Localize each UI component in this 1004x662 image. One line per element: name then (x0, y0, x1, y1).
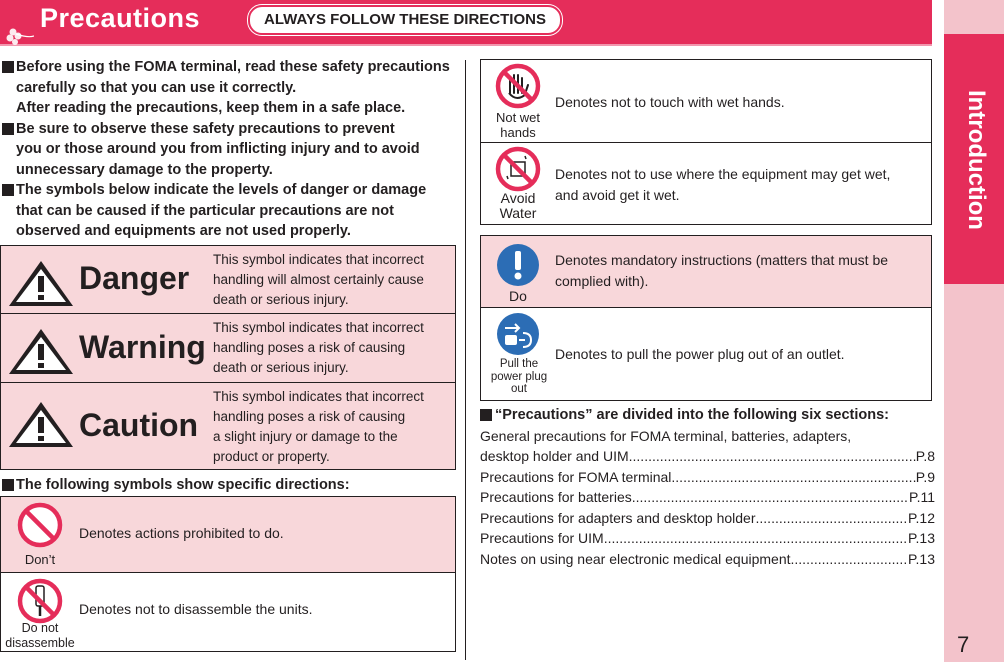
direction-row-prohibited (1, 497, 455, 572)
direction-text-line: Denotes not to use where the equipment may get wet, (555, 166, 891, 182)
section-tab-label: Introduction (963, 90, 990, 230)
intro-paragraph (0, 119, 456, 181)
caption-line: out (511, 383, 527, 395)
sections-heading-text: “Precautions” are divided into the following six sections: (495, 407, 889, 423)
intro-line: unnecessary damage to the property. (16, 161, 273, 178)
intro-line: you or those around you from inflicting injury and to avoid (16, 141, 420, 157)
direction-row-wet-hands (481, 60, 931, 142)
level-row-warning (1, 313, 455, 382)
header-divider (0, 44, 932, 46)
direction-text: Denotes not to touch with wet hands. (555, 94, 785, 110)
toc-label: Notes on using near electronic medical equipment (480, 550, 791, 567)
caption-line: power plug (490, 370, 548, 383)
directions-right-box-1 (480, 59, 932, 225)
intro-line: After reading the precautions, keep them in a safe place. (16, 100, 406, 116)
toc-label: Precautions for UIM (480, 530, 604, 546)
toc-page: P.12 (908, 509, 935, 526)
direction-text: Denotes to pull the power plug out of an outlet. (555, 346, 845, 362)
level-word-caution: Caution (79, 407, 199, 443)
intro-line: The symbols below indicate the levels of danger or damage (16, 182, 427, 198)
bullet-square-icon (2, 123, 14, 135)
toc-entry[interactable] (480, 508, 935, 529)
caption-line: Avoid (500, 190, 536, 206)
direction-row-mandatory (481, 236, 931, 307)
direction-caption (485, 289, 551, 304)
flower-icon (4, 24, 34, 46)
level-desc-line: death or serious injury. (213, 292, 349, 307)
toc-leader (756, 508, 908, 529)
level-desc-line: This symbol indicates that incorrect (213, 389, 424, 404)
caption-line: Don’t (24, 552, 56, 567)
level-desc-line: product or property. (213, 449, 330, 464)
page-title: Precautions (40, 3, 201, 33)
toc-page: P.8 (915, 448, 935, 464)
intro-paragraph (0, 180, 456, 242)
toc-leader (629, 446, 916, 467)
level-desc (213, 250, 453, 310)
intro-paragraph (0, 57, 456, 119)
direction-text: Denotes not to disassemble the units. (79, 601, 313, 617)
direction-caption (485, 110, 551, 140)
direction-caption (7, 552, 73, 567)
caption-line: Do (509, 288, 527, 304)
direction-text-line: complied with). (555, 273, 649, 289)
intro-block (0, 57, 456, 242)
toc-leader (791, 549, 908, 570)
sections-heading (480, 404, 935, 426)
caption-line: disassemble (5, 636, 75, 650)
toc-page: P.9 (915, 468, 935, 485)
level-word-danger: Danger (79, 260, 190, 296)
direction-text (555, 164, 890, 206)
caption-line: hands (500, 125, 536, 140)
toc-entry[interactable] (480, 528, 935, 549)
toc-entry[interactable] (480, 446, 935, 467)
caption-line: Water (499, 205, 537, 221)
level-row-danger (1, 246, 455, 313)
level-desc-line: handling poses a risk of causing (213, 340, 406, 355)
toc-page: P.13 (908, 550, 935, 567)
warning-triangle-icon (7, 258, 75, 308)
level-row-caution (1, 382, 455, 470)
sections-list (480, 404, 935, 569)
level-desc (213, 318, 453, 378)
caption-line: Pull the (499, 358, 539, 370)
bullet-square-icon (2, 184, 14, 196)
directions-heading-text: The following symbols show specific directions: (16, 477, 350, 493)
toc-entry[interactable] (480, 549, 935, 570)
column-divider (465, 60, 466, 660)
direction-row-pull-plug (481, 307, 931, 401)
sections-intro-line: General precautions for FOMA terminal, batteries, adapters, (480, 428, 852, 444)
warning-triangle-icon (7, 399, 75, 449)
level-desc-line: death or serious injury. (213, 360, 349, 375)
bullet-square-icon (2, 61, 14, 73)
intro-line: Before using the FOMA terminal, read these safety precautions (16, 59, 450, 75)
level-desc-line: This symbol indicates that incorrect (213, 320, 424, 335)
intro-line: that can be caused if the particular precautions are not (16, 202, 394, 219)
intro-line: carefully so that you can use it correctly. (16, 79, 297, 96)
direction-row-avoid-water (481, 142, 931, 225)
intro-line: Be sure to observe these safety precautions to prevent (16, 120, 395, 137)
toc-label: desktop holder and UIM (480, 448, 629, 464)
direction-text-line: Denotes mandatory instructions (matters that must be (555, 252, 889, 268)
toc-page: P.11 (909, 489, 935, 505)
bullet-square-icon (480, 409, 492, 421)
caption-line: Not wet (495, 110, 541, 125)
direction-row-disassemble (1, 572, 455, 652)
level-word-warning: Warning (79, 329, 206, 365)
mandatory-icon (495, 242, 541, 288)
toc-leader (671, 467, 915, 488)
level-desc-line: This symbol indicates that incorrect (213, 252, 424, 267)
direction-caption (5, 621, 75, 651)
toc-label: Precautions for batteries (480, 489, 632, 505)
page-number: 7 (957, 632, 970, 657)
direction-text: Denotes actions prohibited to do. (79, 525, 284, 541)
toc-page: P.13 (908, 530, 935, 546)
directions-left-box (0, 496, 456, 652)
directions-right-box-2 (480, 235, 932, 401)
direction-caption (487, 358, 551, 396)
toc-entry[interactable] (480, 487, 935, 508)
avoid-water-icon (495, 146, 541, 192)
level-desc-line: handling will almost certainly cause (213, 272, 424, 287)
directions-badge: ALWAYS FOLLOW THESE DIRECTIONS (248, 5, 562, 35)
do-not-disassemble-icon (17, 578, 63, 624)
prohibited-icon (17, 502, 63, 548)
toc-label: Precautions for adapters and desktop holder (480, 509, 756, 526)
section-tab-text-holder (950, 90, 998, 230)
caption-line: Do not (21, 621, 59, 635)
toc-entry[interactable] (480, 467, 935, 488)
level-desc (213, 387, 453, 467)
toc-leader (604, 528, 908, 549)
pull-plug-icon (495, 311, 541, 357)
directions-heading (0, 475, 472, 496)
level-desc-line: handling poses a risk of causing (213, 409, 406, 424)
warning-triangle-icon (7, 326, 75, 376)
bullet-square-icon (2, 479, 14, 491)
direction-caption (485, 191, 551, 221)
toc-label: Precautions for FOMA terminal (480, 468, 672, 485)
intro-line: observed and equipments are not used properly. (16, 223, 351, 239)
level-desc-line: a slight injury or damage to the (213, 429, 398, 444)
direction-text-line: and avoid get it wet. (555, 187, 680, 203)
no-wet-hands-icon (495, 63, 541, 109)
direction-text (555, 250, 888, 292)
hazard-level-table (0, 245, 456, 470)
toc-leader (632, 487, 909, 508)
